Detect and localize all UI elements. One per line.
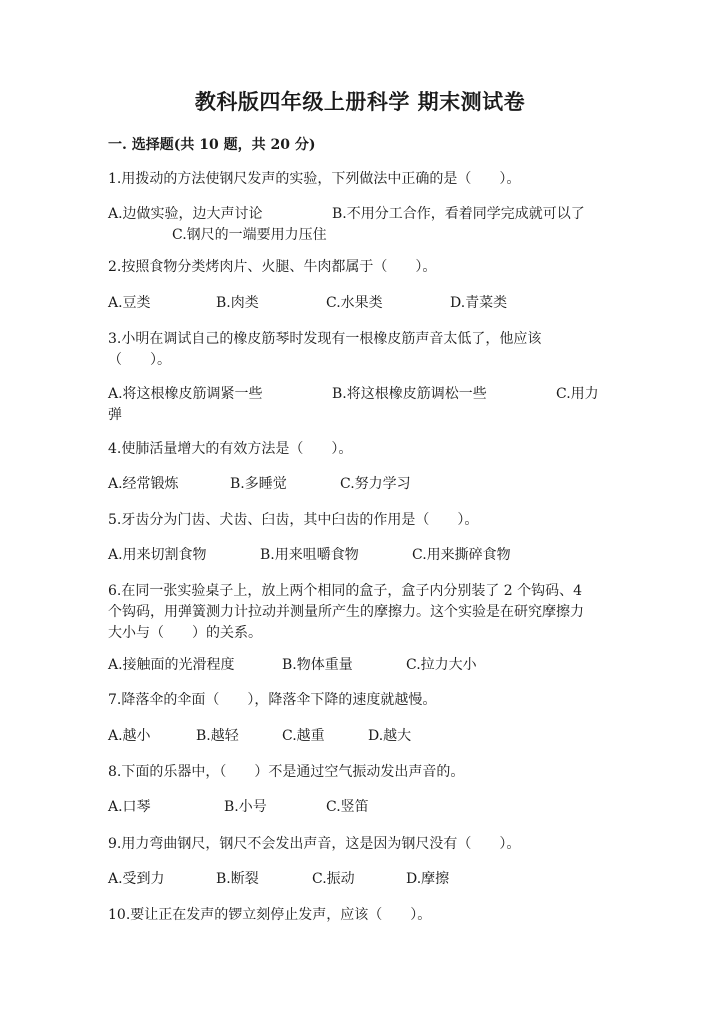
- question-6-line-1: 6.在同一张实验桌子上，放上两个相同的盒子，盒子内分别装了 2 个钩码、4: [108, 583, 583, 599]
- option-c[interactable]: C.努力学习: [340, 476, 411, 492]
- question-10: 10.要让正在发声的锣立刻停止发声，应该（ ）。: [108, 907, 432, 923]
- option-b[interactable]: B.多睡觉: [230, 476, 287, 492]
- question-2: 2.按照食物分类烤肉片、火腿、牛肉都属于（ ）。: [108, 259, 437, 275]
- page-title: 教科版四年级上册科学 期末测试卷: [194, 89, 526, 114]
- question-4: 4.使肺活量增大的有效方法是（ ）。: [108, 441, 353, 457]
- option-a[interactable]: A.用来切割食物: [108, 547, 207, 563]
- option-d[interactable]: D.青菜类: [450, 295, 508, 311]
- option-a[interactable]: A.越小: [108, 728, 151, 744]
- question-7: 7.降落伞的伞面（ ），降落伞下降的速度就越慢。: [108, 692, 437, 708]
- question-3-options: [108, 384, 608, 426]
- option-a[interactable]: A.受到力: [108, 871, 165, 887]
- option-c[interactable]: C.越重: [282, 728, 325, 744]
- question-6: [108, 581, 608, 644]
- option-c[interactable]: C.振动: [312, 871, 355, 887]
- option-c[interactable]: C.用力: [556, 386, 599, 402]
- option-d[interactable]: D.越大: [368, 728, 412, 744]
- option-b[interactable]: B.肉类: [216, 295, 259, 311]
- option-c[interactable]: C.钢尺的一端要用力压住: [172, 227, 327, 243]
- option-a[interactable]: A.口琴: [108, 799, 151, 815]
- question-3: [108, 329, 608, 371]
- option-c[interactable]: C.水果类: [326, 295, 383, 311]
- option-a[interactable]: A.经常锻炼: [108, 476, 179, 492]
- option-b[interactable]: B.断裂: [216, 871, 259, 887]
- question-6-line-2: 个钩码，用弹簧测力计拉动并测量所产生的摩擦力。这个实验是在研究摩擦力: [108, 604, 584, 620]
- option-b[interactable]: B.将这根橡皮筋调松一些: [332, 386, 487, 402]
- question-3-line-2: （ ）。: [108, 352, 171, 368]
- option-a[interactable]: A.将这根橡皮筋调紧一些: [108, 386, 263, 402]
- question-9: 9.用力弯曲钢尺，钢尺不会发出声音，这是因为钢尺没有（ ）。: [108, 836, 521, 852]
- question-8: 8.下面的乐器中，（ ）不是通过空气振动发出声音的。: [108, 764, 465, 780]
- option-a[interactable]: A.豆类: [108, 295, 151, 311]
- section-heading: 一. 选择题(共 10 题，共 20 分): [108, 137, 316, 153]
- question-6-line-3: 大小与（ ）的关系。: [108, 625, 262, 641]
- option-c[interactable]: C.拉力大小: [406, 657, 477, 673]
- question-1-options: [108, 204, 608, 246]
- option-b[interactable]: B.用来咀嚼食物: [260, 547, 359, 563]
- option-b[interactable]: B.小号: [224, 799, 267, 815]
- option-a[interactable]: A.接触面的光滑程度: [108, 657, 235, 673]
- question-3-line-1: 3.小明在调试自己的橡皮筋琴时发现有一根橡皮筋声音太低了，他应该: [108, 331, 542, 347]
- question-5: 5.牙齿分为门齿、犬齿、臼齿，其中臼齿的作用是（ ）。: [108, 512, 479, 528]
- option-b[interactable]: B.越轻: [196, 728, 239, 744]
- option-c[interactable]: C.用来撕碎食物: [412, 547, 511, 563]
- option-d[interactable]: D.摩擦: [406, 871, 450, 887]
- option-c-wrap: 弹: [108, 407, 122, 423]
- option-b[interactable]: B.物体重量: [282, 657, 353, 673]
- option-c[interactable]: C.竖笛: [326, 799, 369, 815]
- question-1: 1.用拨动的方法使钢尺发声的实验，下列做法中正确的是（ ）。: [108, 171, 521, 187]
- option-b[interactable]: B.不用分工合作，看着同学完成就可以了: [332, 206, 585, 222]
- option-a[interactable]: A.边做实验，边大声讨论: [108, 206, 263, 222]
